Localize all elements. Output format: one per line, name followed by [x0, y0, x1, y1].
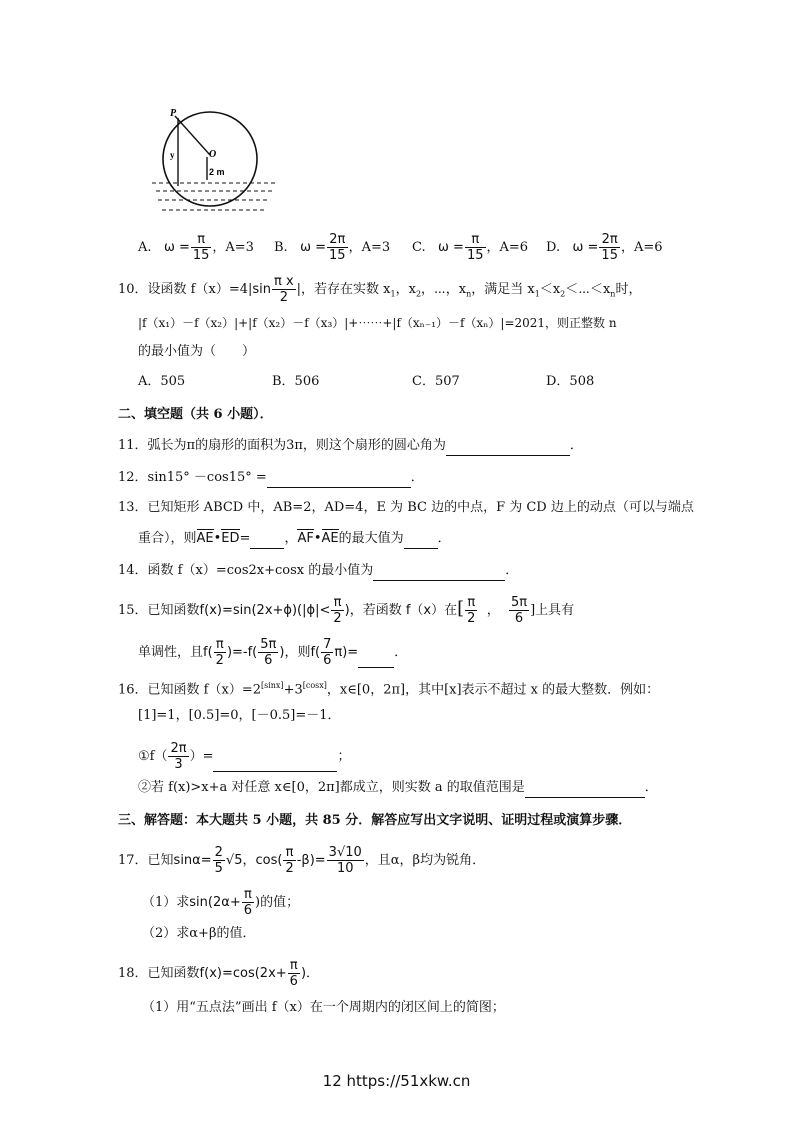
label-y: y [170, 150, 175, 160]
q18-line1: 18．已知函数f(x)=cos(2x+ $\frac{\pi}{6}$ )． [118, 958, 320, 989]
section3-heading: 三、解答题：本大题共 5 小题，共 85 分．解答应写出文字说明、证明过程或演算步骤． [118, 813, 632, 828]
q11-answer-blank[interactable] [446, 441, 570, 456]
q15-line1: 15．已知函数f(x)=sin(2x+ϕ)(|ϕ|< $\frac{\pi}{2}$ )，若函数 f（x）在[ $\frac{\pi}{2}$ ， $\frac{5\pi}{6}$ ]上具有 [118, 595, 575, 626]
q14-answer-blank[interactable] [373, 566, 505, 581]
q13-answer-blank-2[interactable] [404, 534, 438, 549]
q10-choice-d[interactable]: D．508 [546, 374, 595, 389]
q9-choice-c[interactable]: C. ω = $\frac{\pi}{15}$ ，A=6 [412, 232, 529, 263]
q16-line1: 16．已知函数 f（x）=2[sinx]+3[cosx]，x∈[0，2π]，其中[x]表示不超过 x 的最大整数．例如： [118, 681, 660, 698]
q12: 12．sin15° －cos15° = ． [118, 468, 424, 488]
q10-line2: |f（x₁）－f（x₂）|+|f（x₂）－f（x₃）|+⋯⋯+|f（xₙ₋₁）－f（xₙ）|=2021，则正整数 n [138, 316, 617, 330]
q10-choice-b[interactable]: B．506 [272, 374, 320, 389]
q13-line2: 重合），则AE•ED= ，AF•AE的最大值为 ． [138, 529, 451, 549]
label-p: P [170, 108, 177, 119]
q15-line2: 单调性，且f( $\frac{\pi}{2}$ )=-f( $\frac{5\pi}{6}$ )，则f( $\frac{7}{6}$ π)= ． [138, 637, 408, 668]
q18-part1: （1）用“五点法”画出 f（x）在一个周期内的闭区间上的简图； [142, 1000, 505, 1015]
q13-line1: 13．已知矩形 ABCD 中，AB=2，AD=4，E 为 BC 边的中点，F 为 CD 边上的动点（可以与端点 [118, 500, 694, 515]
page-footer: 12 https://51xkw.cn [322, 1072, 471, 1090]
q12-answer-blank[interactable] [267, 473, 411, 488]
radius-line [175, 116, 210, 155]
q15-answer-blank[interactable] [358, 653, 394, 668]
q16-part2: ②若 f(x)>x+a 对任意 x∈[0，2π]都成立，则实数 a 的取值范围是 ． [138, 778, 658, 798]
q10-choice-c[interactable]: C．507 [412, 374, 460, 389]
q16-part1: ①f（ $\frac{2\pi}{3}$ ）= ； [138, 741, 351, 772]
q17-line1: 17．已知sinα= $\frac{2}{5}$ √5，cos( $\frac{\pi}{2}$ -β)= $\frac{3√10}{10}$ ，且α，β均为锐角． [118, 845, 486, 876]
q17-part2: （2）求α+β的值． [142, 926, 256, 941]
q9-choice-a[interactable]: A. ω = $\frac{\pi}{15}$ ，A=3 [138, 232, 254, 263]
q10-choice-a[interactable]: A．505 [138, 374, 186, 389]
q16-line2: [1]=1，[0.5]=0，[－0.5]=－1． [138, 708, 341, 723]
q9-choice-b[interactable]: B. ω = $\frac{2\pi}{15}$ ，A=3 [274, 232, 391, 263]
q11: 11．弧长为π的扇形的面积为3π，则这个扇形的圆心角为 ． [118, 436, 583, 456]
q10-line3: 的最小值为（ ） [138, 344, 256, 359]
q17-part1: （1）求sin(2α+ $\frac{\pi}{6}$ )的值； [142, 887, 300, 918]
section2-heading: 二、填空题（共 6 小题）． [118, 407, 273, 422]
label-2m: 2 m [209, 167, 225, 177]
q14: 14．函数 f（x）=cos2x+cosx 的最小值为 ． [118, 561, 518, 581]
q13-answer-blank-1[interactable] [250, 534, 284, 549]
label-o: O [209, 149, 217, 160]
q16-answer-blank-2[interactable] [525, 783, 645, 798]
water-wheel-figure [150, 106, 310, 218]
q10-line1: 10．设函数 f（x）=4|sin $\frac{\text{π x}}{2}$ |，若存在实数 $x_1$，$x_2$，⋯，$x_n$，满足当 $x_1<x_2<\cdots<x_n$时， [118, 274, 642, 305]
q9-choice-d[interactable]: D. ω = $\frac{2\pi}{15}$ ，A=6 [546, 232, 663, 263]
q16-answer-blank-1[interactable] [213, 757, 337, 772]
